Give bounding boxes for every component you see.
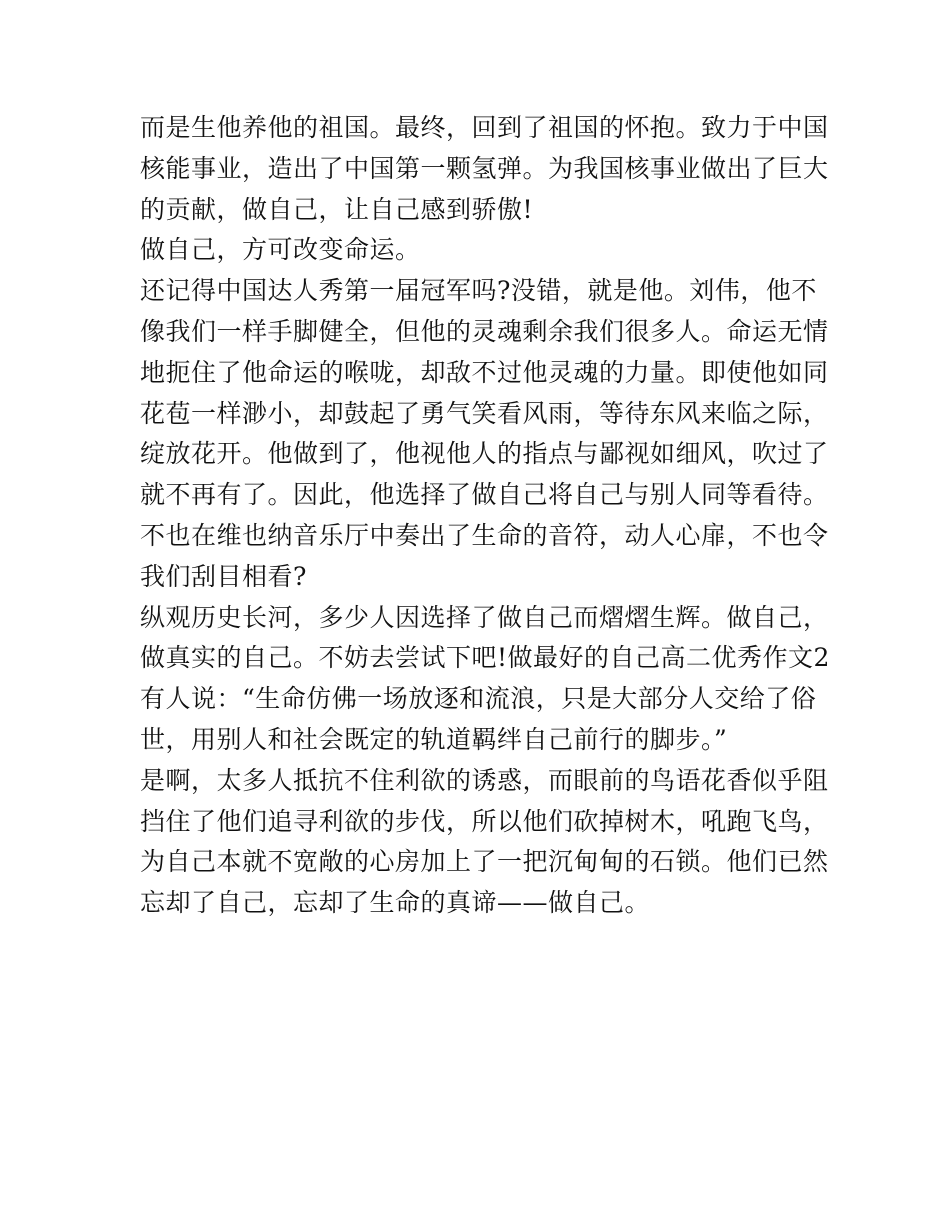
text-line: 做真实的自己。不妨去尝试下吧!做最好的自己高二优秀作文2 <box>140 643 830 673</box>
text-line: 我们刮目相看? <box>140 561 307 591</box>
text-line: 纵观历史长河，多少人因选择了做自己而熠熠生辉。做自己， <box>140 602 829 632</box>
text-line: 像我们一样手脚健全，但他的灵魂剩余我们很多人。命运无情 <box>140 316 829 346</box>
text-line: 挡住了他们追寻利欲的步伐，所以他们砍掉树木，吼跑飞鸟， <box>140 806 829 836</box>
text-line: 核能事业，造出了中国第一颗氢弹。为我国核事业做出了巨大 <box>140 153 829 183</box>
text-line: 做自己，方可改变命运。 <box>140 235 421 265</box>
text-line: 地扼住了他命运的喉咙，却敌不过他灵魂的力量。即使他如同 <box>140 357 829 387</box>
text-line: 花苞一样渺小，却鼓起了勇气笑看风雨，等待东风来临之际， <box>140 398 829 428</box>
text-line: 不也在维也纳音乐厅中奏出了生命的音符，动人心扉，不也令 <box>140 520 829 550</box>
text-line: 绽放花开。他做到了，他视他人的指点与鄙视如细风，吹过了 <box>140 439 829 469</box>
text-line: 有人说：“生命仿佛一场放逐和流浪，只是大部分人交给了俗 <box>140 684 817 714</box>
text-line: 是啊，太多人抵抗不住利欲的诱惑，而眼前的鸟语花香似乎阻 <box>140 765 829 795</box>
text-line: 就不再有了。因此，他选择了做自己将自己与别人同等看待。 <box>140 480 829 510</box>
text-line: 还记得中国达人秀第一届冠军吗?没错，就是他。刘伟，他不 <box>140 276 817 306</box>
text-line: 为自己本就不宽敞的心房加上了一把沉甸甸的石锁。他们已然 <box>140 847 829 877</box>
text-line: 忘却了自己，忘却了生命的真谛——做自己。 <box>140 888 651 918</box>
text-line: 世，用别人和社会既定的轨道羁绊自己前行的脚步。” <box>140 724 728 754</box>
text-line: 而是生他养他的祖国。最终，回到了祖国的怀抱。致力于中国 <box>140 113 829 142</box>
text-line: 的贡献，做自己，让自己感到骄傲! <box>140 194 534 224</box>
essay-body <box>140 108 830 924</box>
